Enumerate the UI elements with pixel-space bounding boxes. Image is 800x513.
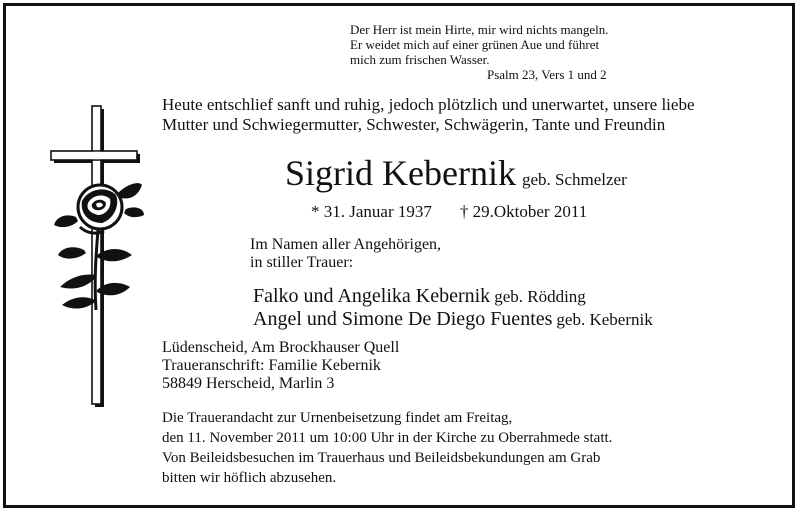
mourners-intro xyxy=(250,236,441,272)
family-birth-name: geb. Rödding xyxy=(494,287,586,306)
family-entry xyxy=(253,308,653,331)
service-line: Von Beileidsbesuchen im Trauerhaus und Beileidsbekundungen am Grab xyxy=(162,450,601,466)
family-names-text: Falko und Angelika Kebernik xyxy=(253,285,491,307)
psalm-reference: Psalm 23, Vers 1 und 2 xyxy=(487,67,607,82)
service-line: Die Trauerandacht zur Urnenbeisetzung findet am Freitag, xyxy=(162,410,513,426)
service-info xyxy=(162,408,612,488)
psalm-line: Er weidet mich auf einer grünen Aue und führet xyxy=(350,37,600,52)
service-line: den 11. November 2011 um 10:00 Uhr in der Kirche zu Oberrahmede statt. xyxy=(162,430,613,446)
psalm-line: Der Herr ist mein Hirte, mir wird nichts mangeln. xyxy=(350,22,609,37)
family-entry xyxy=(253,285,653,308)
psalm-quote xyxy=(350,22,609,82)
mourners-line: in stiller Trauer: xyxy=(250,254,354,271)
address-line: Lüdenscheid, Am Brockhauser Quell xyxy=(162,339,400,356)
birth-date: * 31. Januar 1937 xyxy=(311,202,432,221)
family-names xyxy=(253,285,653,331)
deceased-heading xyxy=(285,152,627,194)
mourners-line: Im Namen aller Angehörigen, xyxy=(250,236,442,253)
address-block xyxy=(162,339,399,393)
address-line: Traueranschrift: Familie Kebernik xyxy=(162,357,381,374)
deceased-birth-name: geb. Schmelzer xyxy=(521,170,627,189)
psalm-line: mich zum frischen Wasser. xyxy=(350,52,490,67)
life-dates xyxy=(311,202,587,222)
family-names-text: Angel und Simone De Diego Fuentes xyxy=(253,308,553,330)
intro-line: Mutter und Schwiegermutter, Schwester, Schwägerin, Tante und Freundin xyxy=(162,115,666,134)
intro-text xyxy=(162,95,695,135)
deceased-name: Sigrid Kebernik xyxy=(285,153,516,193)
intro-line: Heute entschlief sanft und ruhig, jedoch plötzlich und unerwartet, unsere liebe xyxy=(162,95,695,114)
cross-icon xyxy=(48,105,148,415)
family-birth-name: geb. Kebernik xyxy=(556,310,653,329)
death-date: † 29.Oktober 2011 xyxy=(459,202,588,221)
address-line: 58849 Herscheid, Marlin 3 xyxy=(162,375,335,392)
service-line: bitten wir höflich abzusehen. xyxy=(162,470,337,486)
